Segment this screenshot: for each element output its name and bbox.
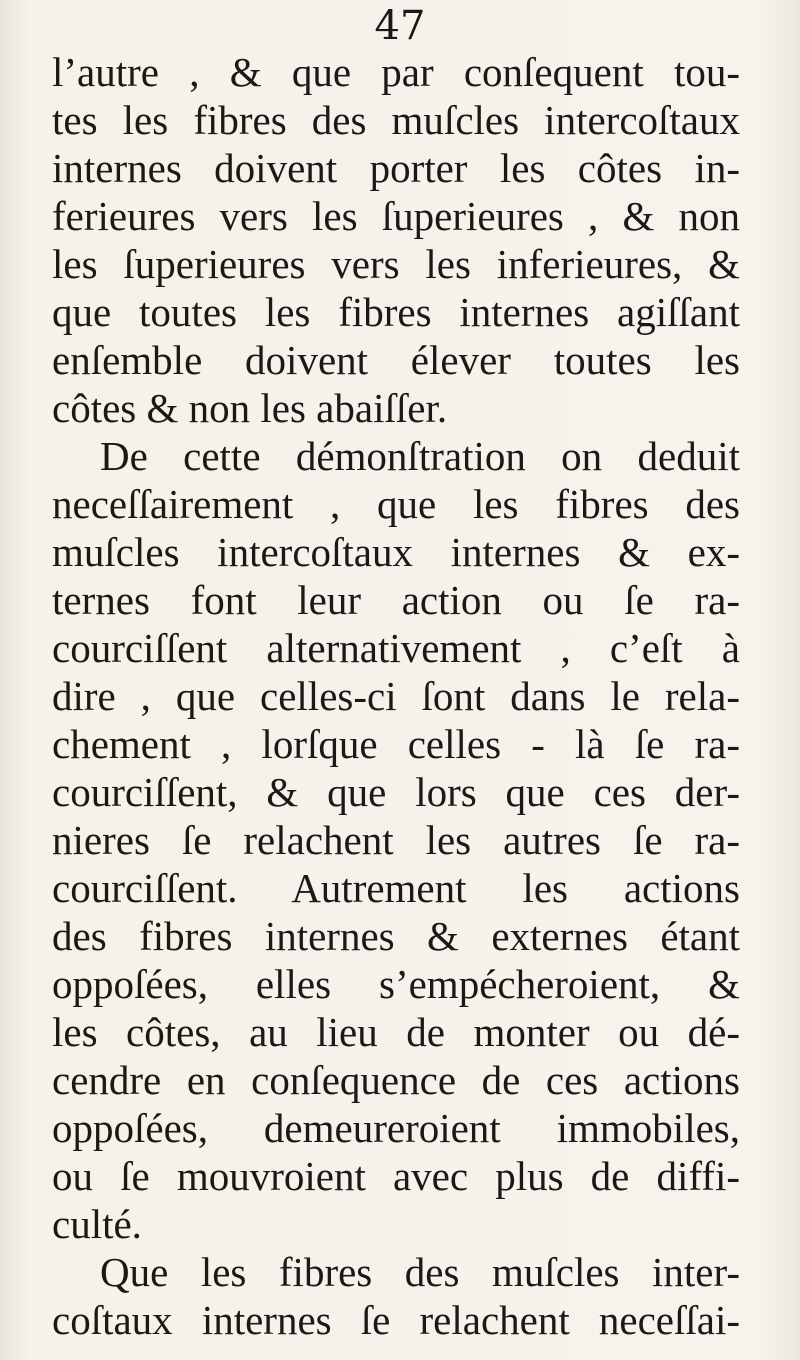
- text-line: courciſſent alternativement , c’eſt à: [52, 625, 740, 671]
- text-line: neceſſairement , que les fibres des: [52, 481, 740, 527]
- text-line: les ſuperieures vers les inferieures, &: [52, 241, 740, 287]
- text-line: nieres ſe relachent les autres ſe ra-: [52, 817, 740, 863]
- text-line: côtes & non les abaiſſer.: [52, 385, 448, 431]
- text-line: oppoſées, demeureroient immobiles,: [52, 1105, 740, 1151]
- text-line: muſcles intercoſtaux internes & ex-: [52, 529, 740, 575]
- text-line: Que les fibres des muſcles inter-: [100, 1249, 740, 1295]
- text-line: ferieures vers les ſuperieures , & non: [52, 193, 740, 239]
- text-line: enſemble doivent élever toutes les: [52, 337, 740, 383]
- text-line: courciſſent, & que lors que ces der-: [52, 769, 740, 815]
- text-line: les côtes, au lieu de monter ou dé-: [52, 1009, 740, 1055]
- text-line: De cette démonſtration on deduit: [100, 433, 740, 479]
- text-line: courciſſent. Autrement les actions: [52, 865, 740, 911]
- text-line: que toutes les fibres internes agiſſant: [52, 289, 740, 335]
- text-line: coſtaux internes ſe relachent neceſſai-: [52, 1297, 740, 1343]
- text-line: cendre en conſequence de ces actions: [52, 1057, 740, 1103]
- text-line: chement , lorſque celles - là ſe ra-: [52, 721, 740, 767]
- text-line: ternes font leur action ou ſe ra-: [52, 577, 740, 623]
- text-line: dire , que celles-ci ſont dans le rela-: [52, 673, 740, 719]
- page-number: 47: [374, 3, 426, 49]
- body-text: [52, 48, 740, 1344]
- text-line: internes doivent porter les côtes in-: [52, 145, 740, 191]
- text-line: oppoſées, elles s’empécheroient, &: [52, 961, 740, 1007]
- text-line: culté.: [52, 1201, 142, 1247]
- text-line: des fibres internes & externes étant: [52, 913, 740, 959]
- text-line: ou ſe mouvroient avec plus de diffi-: [52, 1153, 740, 1199]
- text-line: tes les fibres des muſcles intercoſtaux: [52, 97, 740, 143]
- text-line: l’autre , & que par conſequent tou-: [52, 49, 740, 95]
